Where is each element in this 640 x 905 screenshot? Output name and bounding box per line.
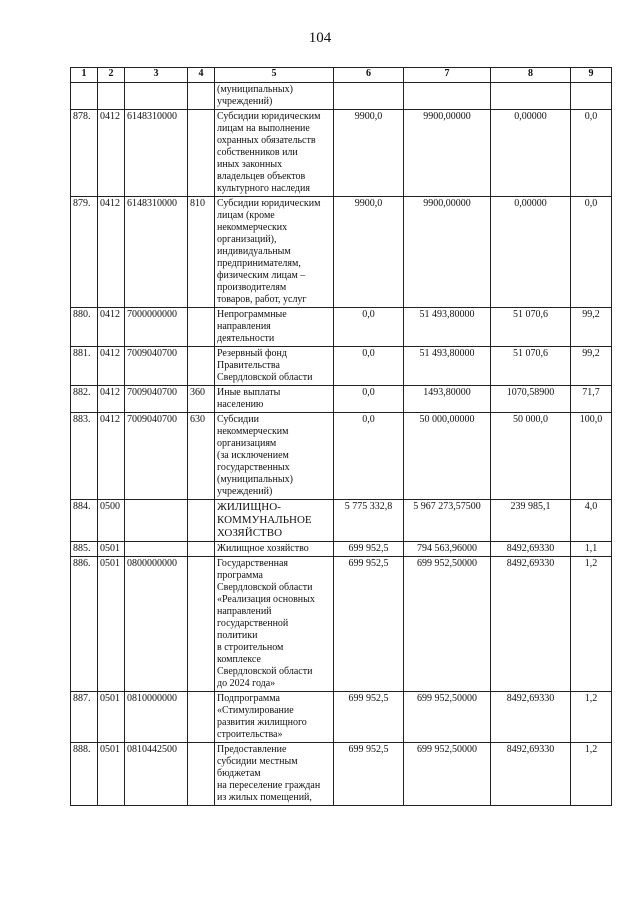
name-line: охранных обязательств xyxy=(217,135,316,146)
header-col-6: 6 xyxy=(334,68,404,83)
target-code-cell xyxy=(125,542,188,557)
executed-amount-cell: 8492,69330 xyxy=(491,557,571,692)
name-line: Жилищное хозяйство xyxy=(217,543,309,554)
section-code-cell: 0412 xyxy=(98,197,125,308)
table-row xyxy=(71,197,612,308)
revised-amount-cell: 699 952,50000 xyxy=(404,692,491,743)
row-number-cell: 885. xyxy=(71,542,98,557)
name-line: иных законных xyxy=(217,159,283,170)
header-col-9: 9 xyxy=(571,68,612,83)
target-code-cell: 7009040700 xyxy=(125,347,188,386)
expense-type-cell xyxy=(188,308,215,347)
name-line: лицам (кроме xyxy=(217,210,275,221)
row-number-cell: 884. xyxy=(71,500,98,542)
target-code-cell: 6148310000 xyxy=(125,197,188,308)
name-line: некоммерческим xyxy=(217,426,289,437)
expense-type-cell xyxy=(188,692,215,743)
name-line: развития жилищного xyxy=(217,717,307,728)
name-line: (муниципальных) xyxy=(217,474,293,485)
name-line: ЖИЛИЩНО- xyxy=(217,501,281,513)
row-number-cell: 881. xyxy=(71,347,98,386)
name-line: ХОЗЯЙСТВО xyxy=(217,527,283,539)
name-line: строительства» xyxy=(217,729,283,740)
name-line: политики xyxy=(217,630,258,641)
name-line: Субсидии юридическим xyxy=(217,198,321,209)
section-code-cell: 0501 xyxy=(98,557,125,692)
approved-amount-cell: 9900,0 xyxy=(334,197,404,308)
name-line: лицам на выполнение xyxy=(217,123,310,134)
executed-amount-cell: 50 000,0 xyxy=(491,413,571,500)
percent-cell: 100,0 xyxy=(571,413,612,500)
row-number-cell xyxy=(71,83,98,110)
section-code-cell: 0501 xyxy=(98,692,125,743)
revised-amount-cell: 699 952,50000 xyxy=(404,557,491,692)
name-line: организаций), xyxy=(217,234,277,245)
name-line: товаров, работ, услуг xyxy=(217,294,307,305)
table-row xyxy=(71,110,612,197)
executed-amount-cell: 8492,69330 xyxy=(491,542,571,557)
approved-amount-cell: 699 952,5 xyxy=(334,692,404,743)
row-number-cell: 880. xyxy=(71,308,98,347)
name-line: некоммерческих xyxy=(217,222,288,233)
name-cell xyxy=(215,542,334,557)
row-number-cell: 883. xyxy=(71,413,98,500)
name-cell xyxy=(215,83,334,110)
section-code-cell: 0501 xyxy=(98,743,125,806)
name-line: Иные выплаты xyxy=(217,387,281,398)
percent-cell: 4,0 xyxy=(571,500,612,542)
name-line: Свердловской области xyxy=(217,582,313,593)
percent-cell: 1,2 xyxy=(571,692,612,743)
revised-amount-cell xyxy=(404,83,491,110)
section-code-cell: 0412 xyxy=(98,386,125,413)
target-code-cell: 7009040700 xyxy=(125,413,188,500)
table-row xyxy=(71,692,612,743)
table-row xyxy=(71,743,612,806)
name-line: из жилых помещений, xyxy=(217,792,312,803)
name-line: «Стимулирование xyxy=(217,705,294,716)
name-line: Правительства xyxy=(217,360,280,371)
header-col-4: 4 xyxy=(188,68,215,83)
approved-amount-cell: 699 952,5 xyxy=(334,542,404,557)
name-cell xyxy=(215,413,334,500)
percent-cell: 1,2 xyxy=(571,743,612,806)
name-line: собственников или xyxy=(217,147,298,158)
target-code-cell xyxy=(125,83,188,110)
revised-amount-cell: 794 563,96000 xyxy=(404,542,491,557)
name-line: Подпрограмма xyxy=(217,693,280,704)
target-code-cell: 6148310000 xyxy=(125,110,188,197)
table-row xyxy=(71,557,612,692)
section-code-cell: 0412 xyxy=(98,413,125,500)
name-line: направления xyxy=(217,321,271,332)
name-cell xyxy=(215,500,334,542)
table-row xyxy=(71,542,612,557)
percent-cell: 0,0 xyxy=(571,110,612,197)
table-row xyxy=(71,386,612,413)
section-code-cell: 0412 xyxy=(98,347,125,386)
expense-type-cell xyxy=(188,500,215,542)
revised-amount-cell: 1493,80000 xyxy=(404,386,491,413)
revised-amount-cell: 9900,00000 xyxy=(404,110,491,197)
table-row xyxy=(71,413,612,500)
name-line: на переселение граждан xyxy=(217,780,321,791)
target-code-cell: 7009040700 xyxy=(125,386,188,413)
section-code-cell: 0412 xyxy=(98,308,125,347)
budget-table xyxy=(70,67,612,806)
name-line: культурного наследия xyxy=(217,183,310,194)
name-line: субсидии местным xyxy=(217,756,298,767)
name-line: деятельности xyxy=(217,333,275,344)
name-line: предпринимателям, xyxy=(217,258,301,269)
revised-amount-cell: 51 493,80000 xyxy=(404,308,491,347)
name-line: (за исключением xyxy=(217,450,289,461)
executed-amount-cell: 51 070,6 xyxy=(491,347,571,386)
expense-type-cell xyxy=(188,743,215,806)
target-code-cell: 7000000000 xyxy=(125,308,188,347)
name-line: индивидуальным xyxy=(217,246,291,257)
name-line: (муниципальных) xyxy=(217,84,293,95)
approved-amount-cell: 0,0 xyxy=(334,308,404,347)
executed-amount-cell: 8492,69330 xyxy=(491,692,571,743)
executed-amount-cell: 0,00000 xyxy=(491,110,571,197)
name-line: комплексе xyxy=(217,654,261,665)
approved-amount-cell: 9900,0 xyxy=(334,110,404,197)
executed-amount-cell: 0,00000 xyxy=(491,197,571,308)
table-row xyxy=(71,308,612,347)
percent-cell: 1,2 xyxy=(571,557,612,692)
percent-cell: 99,2 xyxy=(571,347,612,386)
header-row xyxy=(71,68,612,83)
target-code-cell: 0810000000 xyxy=(125,692,188,743)
name-line: направлений xyxy=(217,606,272,617)
page-number: 104 xyxy=(308,30,332,46)
revised-amount-cell: 50 000,00000 xyxy=(404,413,491,500)
percent-cell: 0,0 xyxy=(571,197,612,308)
approved-amount-cell: 5 775 332,8 xyxy=(334,500,404,542)
table-row xyxy=(71,500,612,542)
name-line: Государственная xyxy=(217,558,289,569)
name-cell xyxy=(215,308,334,347)
executed-amount-cell: 8492,69330 xyxy=(491,743,571,806)
row-number-cell: 882. xyxy=(71,386,98,413)
name-line: «Реализация основных xyxy=(217,594,315,605)
approved-amount-cell: 699 952,5 xyxy=(334,743,404,806)
header-col-2: 2 xyxy=(98,68,125,83)
name-line: Предоставление xyxy=(217,744,287,755)
approved-amount-cell: 0,0 xyxy=(334,347,404,386)
header-col-5: 5 xyxy=(215,68,334,83)
name-line: бюджетам xyxy=(217,768,261,779)
percent-cell: 99,2 xyxy=(571,308,612,347)
table-body xyxy=(71,83,612,806)
name-line: Свердловской области xyxy=(217,666,313,677)
section-code-cell: 0501 xyxy=(98,542,125,557)
row-number-cell: 878. xyxy=(71,110,98,197)
header-col-3: 3 xyxy=(125,68,188,83)
name-line: Субсидии xyxy=(217,414,259,425)
name-line: государственной xyxy=(217,618,289,629)
table-row xyxy=(71,83,612,110)
revised-amount-cell: 699 952,50000 xyxy=(404,743,491,806)
name-cell xyxy=(215,197,334,308)
name-cell xyxy=(215,110,334,197)
executed-amount-cell: 51 070,6 xyxy=(491,308,571,347)
header-col-8: 8 xyxy=(491,68,571,83)
approved-amount-cell: 0,0 xyxy=(334,386,404,413)
expense-type-cell xyxy=(188,347,215,386)
name-line: до 2024 года» xyxy=(217,678,276,689)
name-line: программа xyxy=(217,570,263,581)
revised-amount-cell: 9900,00000 xyxy=(404,197,491,308)
expense-type-cell xyxy=(188,110,215,197)
approved-amount-cell: 0,0 xyxy=(334,413,404,500)
percent-cell: 1,1 xyxy=(571,542,612,557)
row-number-cell: 887. xyxy=(71,692,98,743)
target-code-cell: 0810442500 xyxy=(125,743,188,806)
name-line: организациям xyxy=(217,438,277,449)
executed-amount-cell: 239 985,1 xyxy=(491,500,571,542)
name-line: Свердловской области xyxy=(217,372,313,383)
percent-cell: 71,7 xyxy=(571,386,612,413)
target-code-cell: 0800000000 xyxy=(125,557,188,692)
name-cell xyxy=(215,386,334,413)
expense-type-cell xyxy=(188,542,215,557)
expense-type-cell: 810 xyxy=(188,197,215,308)
row-number-cell: 886. xyxy=(71,557,98,692)
expense-type-cell xyxy=(188,557,215,692)
target-code-cell xyxy=(125,500,188,542)
section-code-cell: 0412 xyxy=(98,110,125,197)
name-line: Субсидии юридическим xyxy=(217,111,321,122)
header-col-1: 1 xyxy=(71,68,98,83)
revised-amount-cell: 5 967 273,57500 xyxy=(404,500,491,542)
name-line: производителям xyxy=(217,282,287,293)
approved-amount-cell xyxy=(334,83,404,110)
revised-amount-cell: 51 493,80000 xyxy=(404,347,491,386)
expense-type-cell xyxy=(188,83,215,110)
name-line: в строительном xyxy=(217,642,284,653)
header-col-7: 7 xyxy=(404,68,491,83)
section-code-cell: 0500 xyxy=(98,500,125,542)
name-line: Резервный фонд xyxy=(217,348,287,359)
executed-amount-cell xyxy=(491,83,571,110)
name-cell xyxy=(215,692,334,743)
name-line: учреждений) xyxy=(217,486,273,497)
expense-type-cell: 360 xyxy=(188,386,215,413)
name-line: государственных xyxy=(217,462,290,473)
row-number-cell: 879. xyxy=(71,197,98,308)
name-line: физическим лицам – xyxy=(217,270,306,281)
table-row xyxy=(71,347,612,386)
name-line: Непрограммные xyxy=(217,309,287,320)
row-number-cell: 888. xyxy=(71,743,98,806)
executed-amount-cell: 1070,58900 xyxy=(491,386,571,413)
name-line: населению xyxy=(217,399,264,410)
percent-cell xyxy=(571,83,612,110)
name-cell xyxy=(215,743,334,806)
name-cell xyxy=(215,557,334,692)
name-line: владельцев объектов xyxy=(217,171,306,182)
expense-type-cell: 630 xyxy=(188,413,215,500)
name-line: КОММУНАЛЬНОЕ xyxy=(217,514,312,526)
name-line: учреждений) xyxy=(217,96,273,107)
name-cell xyxy=(215,347,334,386)
approved-amount-cell: 699 952,5 xyxy=(334,557,404,692)
section-code-cell xyxy=(98,83,125,110)
